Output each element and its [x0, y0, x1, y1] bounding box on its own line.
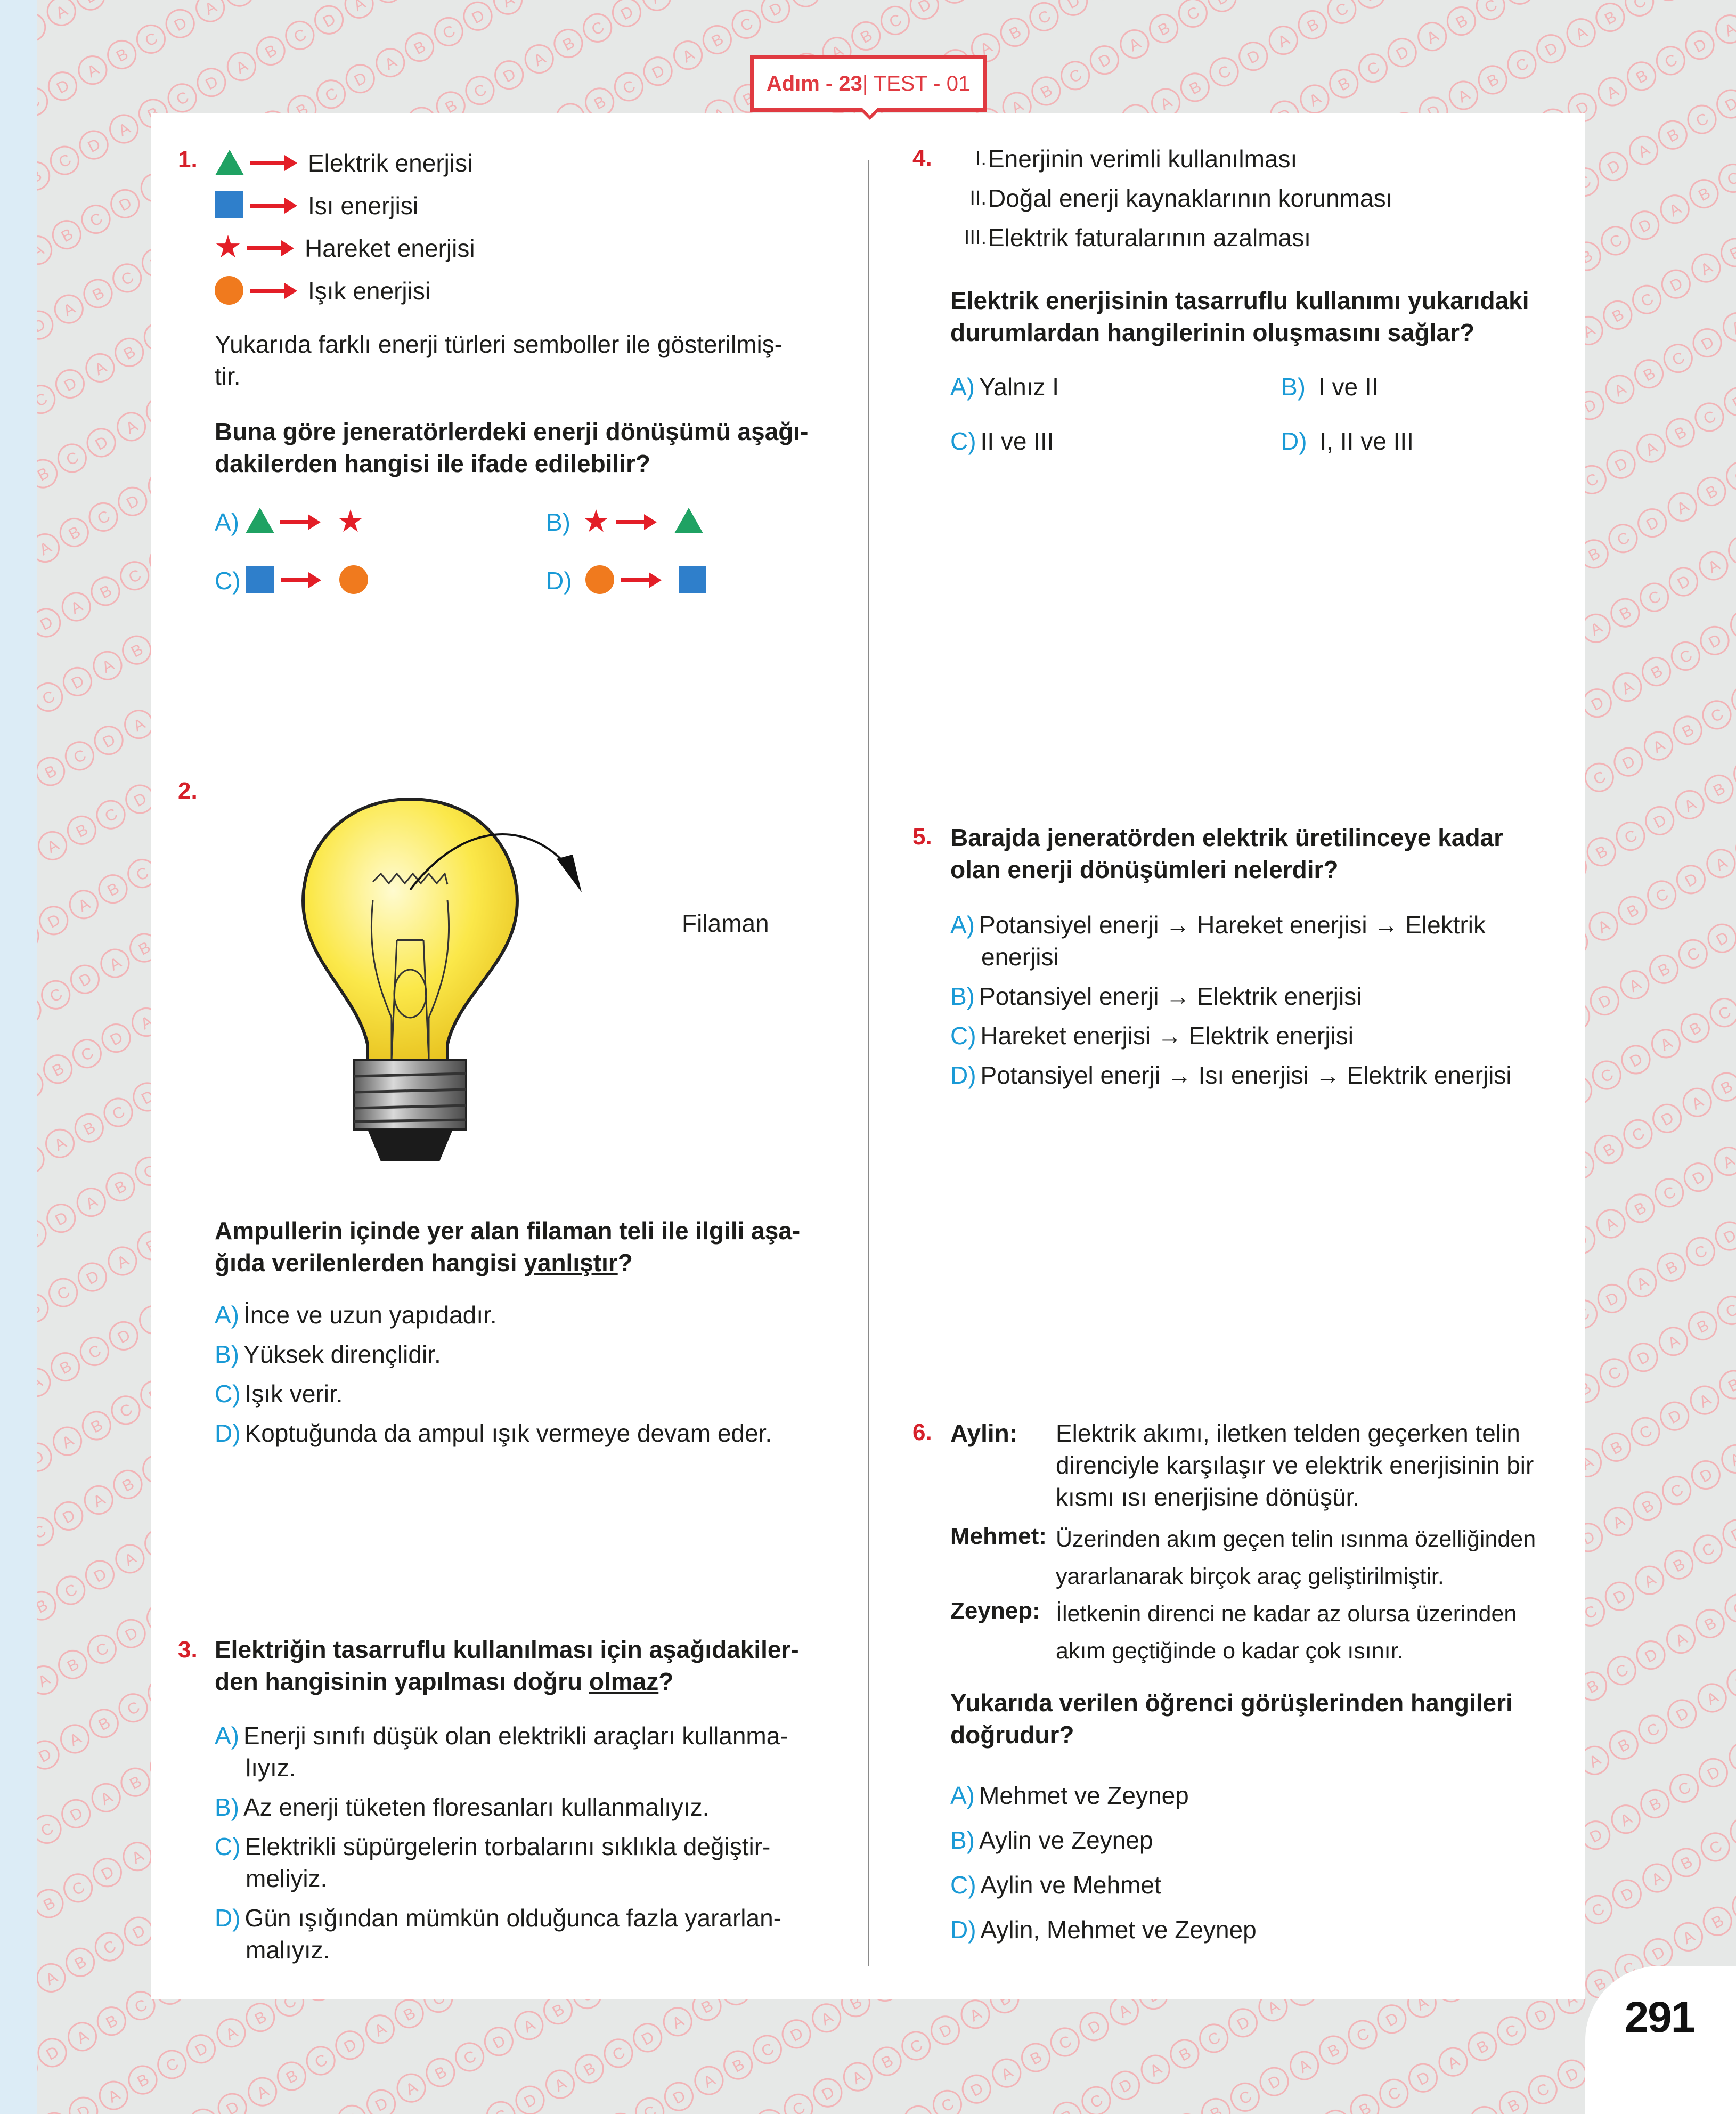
q1-option-d[interactable]: D) — [546, 567, 572, 595]
q4-item-2: Doğal enerji kaynaklarının korunması — [988, 184, 1393, 212]
arrow-icon — [281, 578, 318, 582]
square-icon — [679, 566, 706, 593]
question-1-number: 1. — [178, 147, 198, 173]
q4-roman-3: III. — [964, 226, 987, 249]
question-3-number: 3. — [178, 1637, 198, 1663]
step-label: Adım - 23 — [766, 71, 862, 95]
q2-option-a[interactable]: A) İnce ve uzun yapıdadır. — [215, 1301, 497, 1329]
q5-option-c[interactable]: C) Hareket enerjisi → Elektrik enerjisi — [950, 1022, 1354, 1050]
page-number: 291 — [1624, 1993, 1694, 2042]
question-6-number: 6. — [912, 1419, 932, 1445]
q5-option-b[interactable]: B) Potansiyel enerji → Elektrik enerjisi — [950, 982, 1362, 1010]
legend-light: Işık enerjisi — [308, 277, 431, 305]
left-margin-strip — [0, 0, 37, 2114]
star-icon: ★ — [337, 504, 364, 539]
q2-option-c[interactable]: C) Işık verir. — [215, 1380, 343, 1408]
speaker-zeynep: Zeynep: — [950, 1598, 1040, 1624]
speaker-mehmet-text: Üzerinden akım geçen telin ısınma özelliğinden yararlanarak birçok araç geliştirilmiştir. — [1056, 1526, 1536, 1589]
column-divider — [868, 160, 869, 1966]
q6-option-c[interactable]: C) Aylin ve Mehmet — [950, 1871, 1161, 1899]
speaker-zeynep-text: İletkenin direnci ne kadar az olursa üzerinden akım geçtiğinde o kadar çok ısınır. — [1056, 1601, 1517, 1664]
arrow-icon — [250, 289, 294, 293]
triangle-icon — [215, 150, 244, 175]
q3-option-b[interactable]: B) Az enerji tüketen floresanları kullanmalıyız. — [215, 1793, 710, 1821]
star-icon: ★ — [214, 230, 242, 264]
test-header-badge — [750, 55, 987, 112]
q4-option-d[interactable]: D) I, II ve III — [1281, 427, 1414, 455]
question-5-number: 5. — [912, 824, 932, 850]
q1-option-a[interactable]: A) — [215, 508, 239, 536]
arrow-icon — [250, 204, 294, 208]
legend-heat: Isı enerjisi — [308, 192, 419, 219]
q3-option-a[interactable]: A) Enerji sınıfı düşük olan elektrikli araçları kullanma- lıyız. — [215, 1722, 788, 1782]
q6-option-b[interactable]: B) Aylin ve Zeynep — [950, 1826, 1153, 1854]
speaker-mehmet: Mehmet: — [950, 1523, 1047, 1549]
q1-option-c[interactable]: C) — [215, 567, 241, 595]
q6-question: Yukarıda verilen öğrenci görüşlerinden hangileri doğrudur? — [950, 1689, 1513, 1749]
arrow-icon — [621, 578, 658, 582]
square-icon — [246, 566, 274, 593]
q2-option-d[interactable]: D) Koptuğunda da ampul ışık vermeye devam eder. — [215, 1419, 772, 1447]
q4-question: Elektrik enerjisinin tasarruflu kullanımı yukarıdaki durumlardan hangilerinin oluşmasını sağlar? — [950, 287, 1529, 346]
triangle-icon — [246, 508, 274, 533]
filament-label: Filaman — [682, 909, 769, 937]
q1-option-b[interactable]: B) — [546, 508, 570, 536]
q4-item-1: Enerjinin verimli kullanılması — [988, 145, 1298, 173]
q2-option-b[interactable]: B) Yüksek dirençlidir. — [215, 1340, 441, 1368]
q1-stem: Yukarıda farklı enerji türleri semboller ile gösterilmiş- tir. — [215, 330, 783, 390]
q4-roman-1: I. — [975, 148, 987, 170]
question-2-number: 2. — [178, 778, 198, 804]
q1-question: Buna göre jeneratörlerdeki enerji dönüşümü aşağı- dakilerden hangisi ile ifade edilebilir? — [215, 418, 809, 477]
star-icon: ★ — [582, 504, 610, 539]
legend-motion: Hareket enerjisi — [305, 234, 475, 262]
q4-option-c[interactable]: C) II ve III — [950, 427, 1054, 455]
question-4-number: 4. — [912, 145, 932, 171]
speaker-aylin: Aylin: — [950, 1419, 1018, 1447]
q5-question: Barajda jeneratörden elektrik üretilinceye kadar olan enerji dönüşümleri nelerdir? — [950, 824, 1504, 883]
q4-item-3: Elektrik faturalarının azalması — [988, 224, 1311, 251]
q6-option-a[interactable]: A) Mehmet ve Zeynep — [950, 1782, 1189, 1809]
speaker-aylin-text: Elektrik akımı, iletken telden geçerken telin direnciyle karşılaşır ve elektrik enerjisinin bir kısmı ısı enerjisine dönüşür. — [1056, 1419, 1534, 1511]
q5-option-a[interactable]: A) Potansiyel enerji → Hareket enerjisi → Elektrik enerjisi — [950, 911, 1486, 971]
q3-option-d[interactable]: D) Gün ışığından mümkün olduğunca fazla yararlan- malıyız. — [215, 1904, 782, 1964]
q4-option-a[interactable]: A) Yalnız I — [950, 373, 1059, 401]
q6-option-d[interactable]: D) Aylin, Mehmet ve Zeynep — [950, 1916, 1257, 1944]
circle-icon — [585, 565, 614, 594]
light-bulb-illustration — [288, 794, 767, 1177]
arrow-icon — [247, 246, 291, 250]
q5-option-d[interactable]: D) Potansiyel enerji → Isı enerjisi → Elektrik enerjisi — [950, 1061, 1512, 1089]
circle-icon — [339, 565, 368, 594]
square-icon — [215, 191, 243, 218]
q3-option-c[interactable]: C) Elektrikli süpürgelerin torbalarını sıklıkla değiştir- meliyiz. — [215, 1833, 771, 1892]
triangle-icon — [674, 508, 703, 533]
q4-option-b[interactable]: B) I ve II — [1281, 373, 1379, 401]
legend-electric: Elektrik enerjisi — [308, 149, 473, 177]
arrow-icon — [280, 520, 317, 524]
test-label: | TEST - 01 — [862, 71, 971, 95]
q2-question: Ampullerin içinde yer alan filaman teli ile ilgili aşa- ğıda verilenlerden hangisi yanlıştır? — [215, 1217, 801, 1276]
q4-roman-2: II. — [969, 187, 987, 209]
q3-question: Elektriğin tasarruflu kullanılması için aşağıdakiler- den hangisinin yapılması doğru olmaz? — [215, 1636, 799, 1695]
arrow-icon — [616, 520, 654, 524]
arrow-icon — [250, 161, 294, 165]
circle-icon — [215, 276, 243, 305]
